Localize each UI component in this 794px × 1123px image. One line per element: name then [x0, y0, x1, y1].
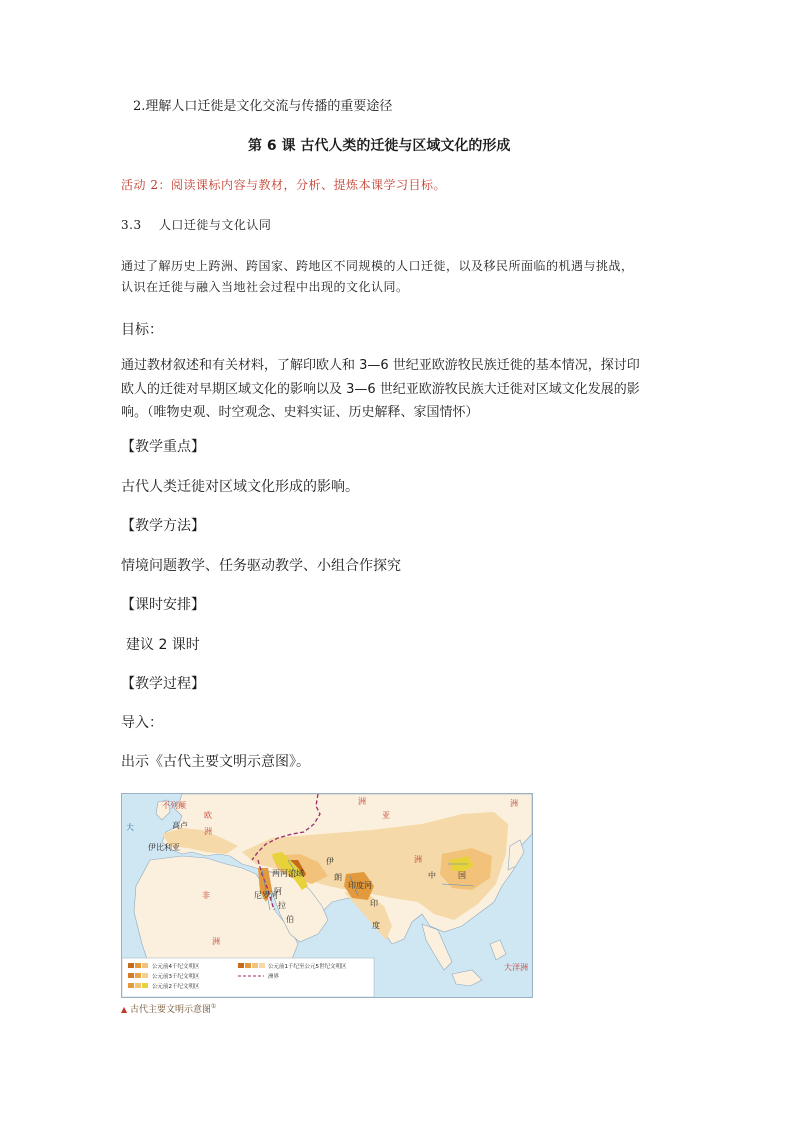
method-text: 情境问题教学、任务驱动教学、小组合作探究	[121, 558, 401, 574]
label-asia: 亚	[382, 811, 390, 820]
label-arabia-1: 阿	[274, 887, 282, 896]
legend-label-4: 公元前1千纪至公元5世纪文明区	[268, 964, 347, 970]
label-arabia-3: 伯	[286, 915, 294, 924]
label-india-2: 度	[372, 921, 380, 930]
legend-swatch-2a	[128, 973, 134, 978]
label-indus: 印度河	[348, 881, 372, 890]
label-mesopotamia: 两河流域	[272, 869, 304, 878]
goal-line-1: 通过教材叙述和有关材料，了解印欧人和 3—6 世纪亚欧游牧民族迁徙的基本情况，探讨印	[121, 358, 640, 373]
legend-swatch-4d	[259, 963, 265, 968]
legend-swatch-4c	[252, 963, 258, 968]
legend-swatch-2b	[135, 973, 141, 978]
key-point-heading: 【教学重点】	[121, 439, 205, 455]
key-point-text: 古代人类迁徙对区域文化形成的影响。	[121, 479, 359, 495]
label-arabia-2: 拉	[278, 901, 286, 910]
hours-heading: 【课时安排】	[121, 597, 205, 613]
legend-swatch-3c	[142, 983, 148, 988]
label-africa: 非	[202, 891, 210, 900]
map-caption-mark: ①	[211, 1003, 217, 1010]
map-caption-text: 古代主要文明示意图	[130, 1005, 212, 1015]
lesson-title: 第 6 课 古代人类的迁徙与区域文化的形成	[248, 138, 511, 154]
goal-label: 目标：	[121, 322, 163, 338]
goal-line-2: 欧人的迁徙对早期区域文化的影响以及 3—6 世纪亚欧游牧民族大迁徙对区域文化发展的影	[121, 382, 640, 397]
goal-line-3: 响。（唯物史观、时空观念、史料实证、历史解释、家国情怀）	[121, 405, 479, 420]
hours-text: 建议 2 课时	[126, 637, 200, 653]
label-iran-2: 朗	[334, 873, 342, 882]
caption-triangle-icon: ▲	[121, 1005, 128, 1014]
standard-line-1: 通过了解历史上跨洲、跨国家、跨地区不同规模的人口迁徙，以及移民所面临的机遇与挑战，	[121, 259, 634, 273]
map-caption	[121, 1002, 216, 1015]
legend-swatch-4b	[245, 963, 251, 968]
legend-label-3: 公元前2千纪文明区	[152, 984, 200, 990]
label-iberia: 伊比利亚	[148, 843, 180, 852]
label-india-1: 印	[370, 899, 378, 908]
ancient-civilization-map	[121, 793, 533, 998]
intro-label: 导入：	[121, 715, 163, 731]
legend-label-5: 洲界	[268, 974, 280, 980]
legend-label-1: 公元前4千纪文明区	[152, 964, 200, 970]
objective-2: 2.理解人口迁徙是文化交流与传播的重要途径	[133, 99, 393, 114]
legend-swatch-1c	[142, 963, 148, 968]
standard-code: 3.3	[121, 218, 142, 232]
method-heading: 【教学方法】	[121, 518, 205, 534]
label-africa-zhou: 洲	[212, 937, 220, 946]
label-ne-zhou: 洲	[510, 799, 518, 808]
label-atlantic: 大	[126, 823, 134, 832]
standard-line-2: 认识在迁徙与融入当地社会过程中出现的文化认同。	[121, 280, 409, 294]
activity-instruction: 活动 2：阅读课标内容与教材，分析、提炼本课学习目标。	[121, 178, 446, 192]
label-oceania: 大洋洲	[504, 963, 528, 972]
standard-heading	[121, 216, 271, 233]
label-china-1: 中	[428, 871, 436, 880]
legend-swatch-3a	[128, 983, 134, 988]
map-legend	[122, 958, 374, 997]
label-asia-zhou: 洲	[358, 797, 366, 806]
legend-swatch-1b	[135, 963, 141, 968]
label-europe: 欧	[204, 811, 212, 820]
label-china-2: 国	[458, 871, 466, 880]
map-svg	[122, 794, 532, 997]
legend-swatch-2c	[142, 973, 148, 978]
intro-text: 出示《古代主要文明示意图》。	[121, 754, 310, 770]
legend-label-2: 公元前3千纪文明区	[152, 974, 200, 980]
label-mid-zhou: 洲	[414, 855, 422, 864]
label-nile: 尼罗河	[254, 891, 278, 900]
label-iran-1: 伊	[326, 857, 334, 866]
process-heading: 【教学过程】	[121, 676, 205, 692]
label-europe-zhou: 洲	[204, 827, 212, 836]
label-britain: 不列颠	[162, 801, 186, 810]
legend-swatch-1a	[128, 963, 134, 968]
standard-title: 人口迁徙与文化认同	[158, 218, 272, 232]
legend-swatch-4a	[238, 963, 244, 968]
label-gaul: 高卢	[172, 821, 188, 830]
legend-swatch-3b	[135, 983, 141, 988]
